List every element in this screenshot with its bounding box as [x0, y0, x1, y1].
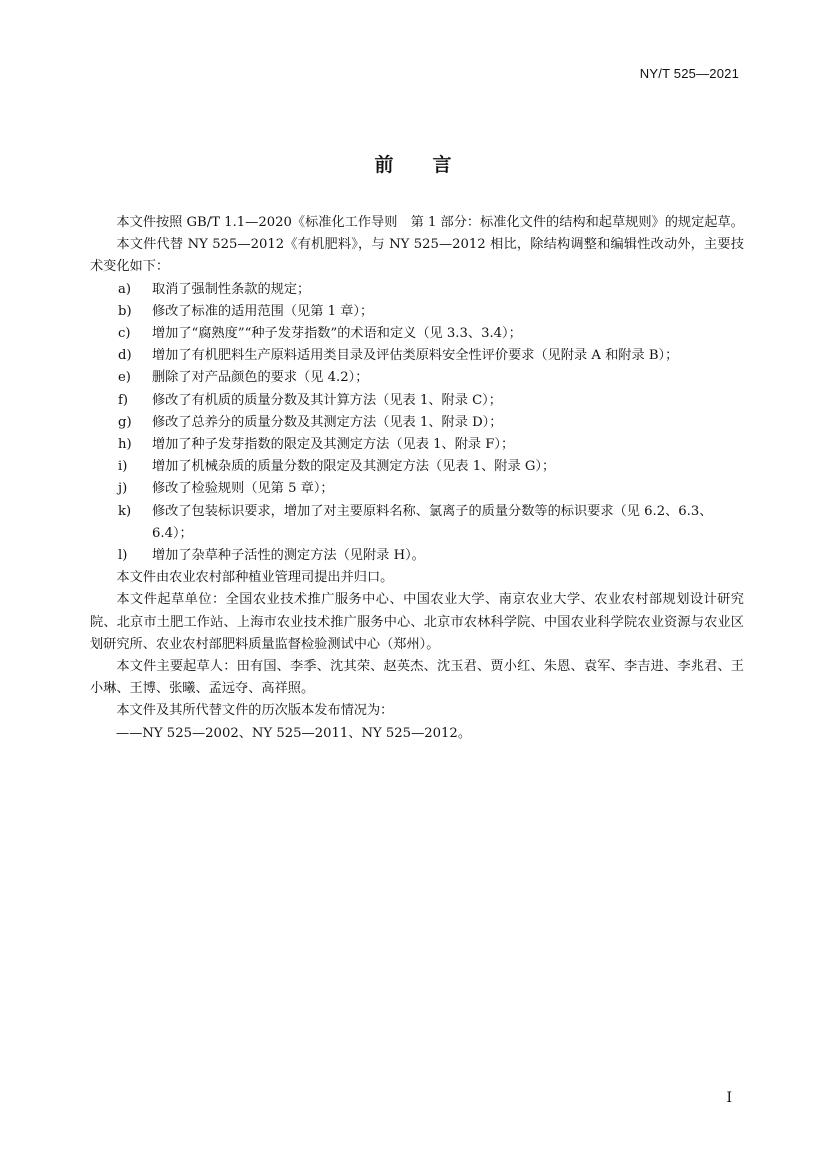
list-marker: h): [118, 437, 132, 453]
list-text: 取消了强制性条款的规定；: [152, 281, 311, 297]
document-body: [90, 212, 744, 745]
list-text: 增加了种子发芽指数的限定及其测定方法（见表 1、附录 F）；: [152, 437, 515, 453]
page-number: I: [726, 1090, 732, 1106]
list-marker: l): [118, 548, 128, 564]
list-item: [90, 367, 744, 389]
history-intro-paragraph: 本文件及其所代替文件的历次版本发布情况为：: [116, 703, 394, 719]
list-text: 删除了对产品颜色的要求（见 4.2）；: [152, 370, 369, 386]
list-item: [90, 345, 744, 367]
drafters-paragraph: 本文件主要起草人：田有国、李季、沈其荣、赵英杰、沈玉君、贾小红、朱恩、袁军、李吉进、李兆君、王小琳、王博、张曦、孟远夺、高祥照。: [90, 659, 744, 697]
change-list: [90, 279, 744, 568]
intro-paragraph: 本文件按照 GB/T 1.1—2020《标准化工作导则 第 1 部分：标准化文件的结构和起草规则》的规定起草。: [116, 215, 744, 230]
version-history: ——NY 525—2002、NY 525—2011、NY 525—2012。: [116, 725, 472, 741]
list-item: [90, 501, 744, 545]
list-marker: c): [118, 326, 131, 342]
list-marker: g): [118, 414, 132, 430]
list-text: 修改了包装标识要求，增加了对主要原料名称、氯离子的质量分数等的标识要求（见 6.2、6.3、6.4）；: [152, 503, 713, 541]
list-item: [90, 323, 744, 345]
responsible-dept-paragraph: 本文件由农业农村部种植业管理司提出并归口。: [116, 570, 394, 586]
list-item: [90, 412, 744, 434]
document-code: NY/T 525—2021: [639, 66, 739, 81]
list-text: 增加了机械杂质的质量分数的限定及其测定方法（见表 1、附录 G）；: [152, 459, 556, 475]
title-char-1: 前: [374, 154, 395, 176]
list-item: [90, 279, 744, 301]
list-text: 修改了有机质的质量分数及其计算方法（见表 1、附录 C）；: [152, 392, 502, 408]
list-item: [90, 434, 744, 456]
list-text: 增加了杂草种子活性的测定方法（见附录 H）。: [152, 548, 425, 564]
list-text: 修改了标准的适用范围（见第 1 章）；: [152, 303, 374, 319]
list-marker: k): [118, 503, 132, 519]
drafting-units-paragraph: 本文件起草单位：全国农业技术推广服务中心、中国农业大学、南京农业大学、农业农村部规划设计研究院、北京市土肥工作站、上海市农业技术推广服务中心、北京市农林科学院、中国农业科学院农业资源与农业区划研究所、农业农村部肥料质量监督检验测试中心（郑州）。: [90, 592, 744, 652]
list-marker: j): [118, 481, 128, 497]
intro-paragraph: 本文件代替 NY 525—2012《有机肥料》，与 NY 525—2012 相比，除结构调整和编辑性改动外，主要技术变化如下：: [90, 237, 744, 275]
list-item: [90, 478, 744, 500]
list-marker: e): [118, 370, 131, 386]
list-text: 修改了检验规则（见第 5 章）；: [152, 481, 334, 497]
list-marker: f): [118, 392, 129, 408]
list-item: [90, 545, 744, 567]
list-marker: a): [118, 281, 132, 297]
list-marker: d): [118, 348, 132, 364]
list-text: 修改了总养分的质量分数及其测定方法（见表 1、附录 D）；: [152, 414, 503, 430]
list-text: 增加了“腐熟度”“种子发芽指数”的术语和定义（见 3.3、3.4）；: [152, 326, 522, 342]
list-text: 增加了有机肥料生产原料适用类目录及评估类原料安全性评价要求（见附录 A 和附录 B）；: [152, 348, 679, 364]
list-marker: b): [118, 303, 132, 319]
list-item: [90, 390, 744, 412]
list-item: [90, 456, 744, 478]
title-char-2: 言: [432, 154, 453, 176]
list-item: [90, 301, 744, 323]
page-title: [0, 150, 827, 177]
list-marker: i): [118, 459, 128, 475]
